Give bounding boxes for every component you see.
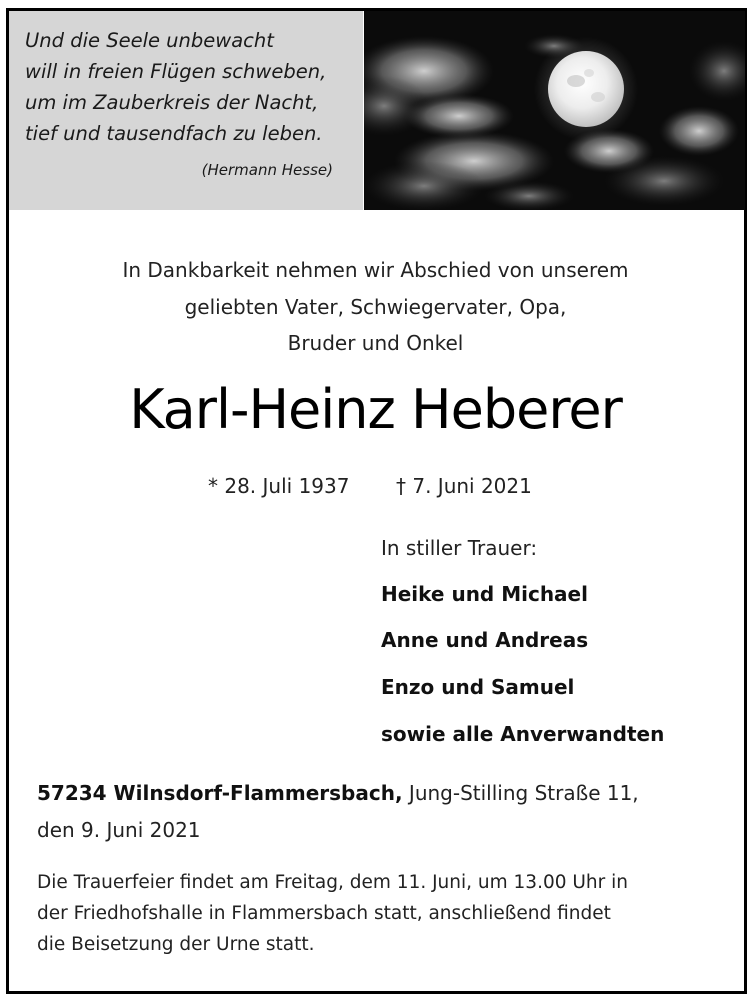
birth-date: * 28. Juli 1937 xyxy=(208,474,350,498)
moon-clouds-picture xyxy=(364,11,745,210)
address-city: 57234 Wilnsdorf-Flammersbach, xyxy=(37,781,403,805)
death-date: † 7. Juni 2021 xyxy=(396,474,532,498)
quote-box xyxy=(9,11,363,210)
mourner-name: Anne und Andreas xyxy=(381,628,589,652)
service-line: der Friedhofshalle in Flammersbach statt, anschließend findet xyxy=(37,903,611,924)
night-sky-moon-image xyxy=(364,11,745,210)
address-line xyxy=(37,781,639,805)
deceased-name: Karl-Heinz Heberer xyxy=(129,378,622,441)
quote-line: will in freien Flügen schweben, xyxy=(25,60,327,83)
service-line: Die Trauerfeier findet am Freitag, dem 11. Juni, um 13.00 Uhr in xyxy=(37,872,628,893)
mourner-name: Heike und Michael xyxy=(381,582,588,606)
intro-line: Bruder und Onkel xyxy=(287,331,464,355)
service-line: die Beisetzung der Urne statt. xyxy=(37,934,315,955)
mourner-name: Enzo und Samuel xyxy=(381,675,575,699)
quote-line: um im Zauberkreis der Nacht, xyxy=(25,91,319,114)
quote-author: (Hermann Hesse) xyxy=(201,161,333,179)
mourners-label: In stiller Trauer: xyxy=(381,536,538,560)
quote-line: Und die Seele unbewacht xyxy=(25,29,274,52)
intro-line: geliebten Vater, Schwiegervater, Opa, xyxy=(184,295,567,319)
quote-line: tief und tausendfach zu leben. xyxy=(25,122,323,145)
intro-line: In Dankbarkeit nehmen wir Abschied von unserem xyxy=(122,258,629,282)
address-street: Jung-Stilling Straße 11, xyxy=(408,781,639,805)
address-date: den 9. Juni 2021 xyxy=(37,818,201,842)
mourner-name: sowie alle Anverwandten xyxy=(381,722,665,746)
